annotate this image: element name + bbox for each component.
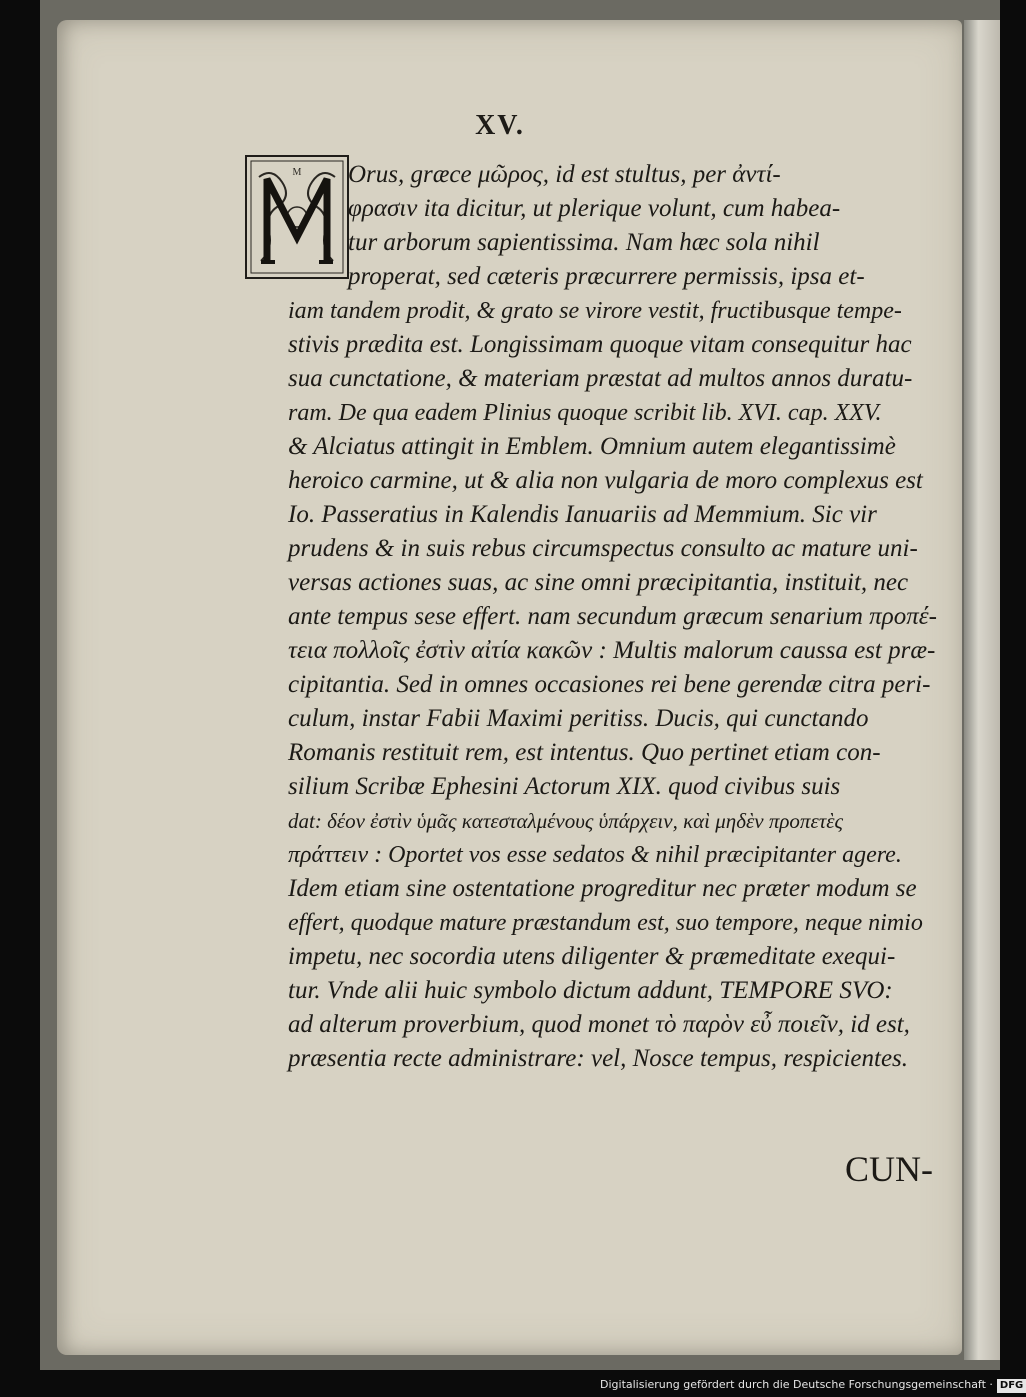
text-line: τεια πολλοῖς ἐστὶν αἰτία κακῶν : Multis malorum caussa est præ- (288, 637, 936, 664)
footer-text: Digitalisierung gefördert durch die Deutsche Forschungsgemeinschaft · (600, 1378, 993, 1391)
text-line: versas actiones suas, ac sine omni præcipitantia, instituit, nec (288, 569, 909, 596)
text-line: Romanis restituit rem, est intentus. Quo pertinet etiam con- (288, 739, 881, 766)
text-line: sua cunctatione, & materiam præstat ad multos annos duratu- (288, 365, 913, 392)
dfg-logo: DFG (997, 1379, 1026, 1393)
text-line: tur. Vnde alii huic symbolo dictum addunt, TEMPORE SVO: (288, 977, 893, 1004)
text-line: dat: δέον ἐστὶν ὑμᾶς κατεσταλμένους ὑπάρχειν, καὶ μηδὲν προπετὲς (288, 809, 844, 833)
text-line: & Alciatus attingit in Emblem. Omnium autem elegantissimè (288, 433, 896, 460)
text-line: Orus, græce μῶρος, id est stultus, per ἀντί- (348, 161, 781, 188)
text-line: culum, instar Fabii Maximi peritiss. Ducis, qui cunctando (288, 705, 869, 732)
digitization-footer (600, 1375, 1024, 1395)
text-line: præsentia recte administrare: vel, Nosce tempus, respicientes. (288, 1045, 909, 1072)
text-line: silium Scribæ Ephesini Actorum XIX. quod civibus suis (288, 773, 841, 800)
text-line: prudens & in suis rebus circumspectus consulto ac mature uni- (288, 535, 918, 562)
text-line: effert, quodque mature præstandum est, suo tempore, neque nimio (288, 910, 923, 936)
text-line: properat, sed cæteris præcurrere permissis, ipsa et- (348, 263, 865, 290)
text-line: cipitantia. Sed in omnes occasiones rei bene gerendæ citra peri- (288, 671, 931, 698)
catchword: CUN- (845, 1149, 933, 1189)
text-line: Idem etiam sine ostentatione progreditur nec præter modum se (288, 875, 917, 902)
text-line: impetu, nec socordia utens diligenter & præmeditate exequi- (288, 943, 896, 970)
text-line: ad alterum proverbium, quod monet τὸ παρὸν εὖ ποιεῖν, id est, (288, 1011, 910, 1038)
text-line: tur arborum sapientissima. Nam hæc sola nihil (348, 229, 820, 256)
initial-letter-text: M (292, 167, 302, 178)
text-line: stivis prædita est. Longissimam quoque vitam consequitur hac (288, 331, 912, 358)
text-line: iam tandem prodit, & grato se virore vestit, fructibusque tempe- (288, 298, 902, 324)
text-line: heroico carmine, ut & alia non vulgaria de moro complexus est (288, 467, 923, 494)
text-line: ram. De qua eadem Plinius quoque scribit lib. XVI. cap. XXV. (288, 400, 882, 426)
text-line: ante tempus sese effert. nam secundum græcum senarium προπέ- (288, 603, 937, 630)
page-heading: XV. (475, 110, 525, 141)
text-line: φρασιν ita dicitur, ut plerique volunt, cum habea- (348, 195, 841, 222)
text-line: πράττειν : Oportet vos esse sedatos & nihil præcipitanter agere. (288, 842, 902, 868)
text-line: Io. Passeratius in Kalendis Ianuariis ad Memmium. Sic vir (288, 501, 877, 528)
